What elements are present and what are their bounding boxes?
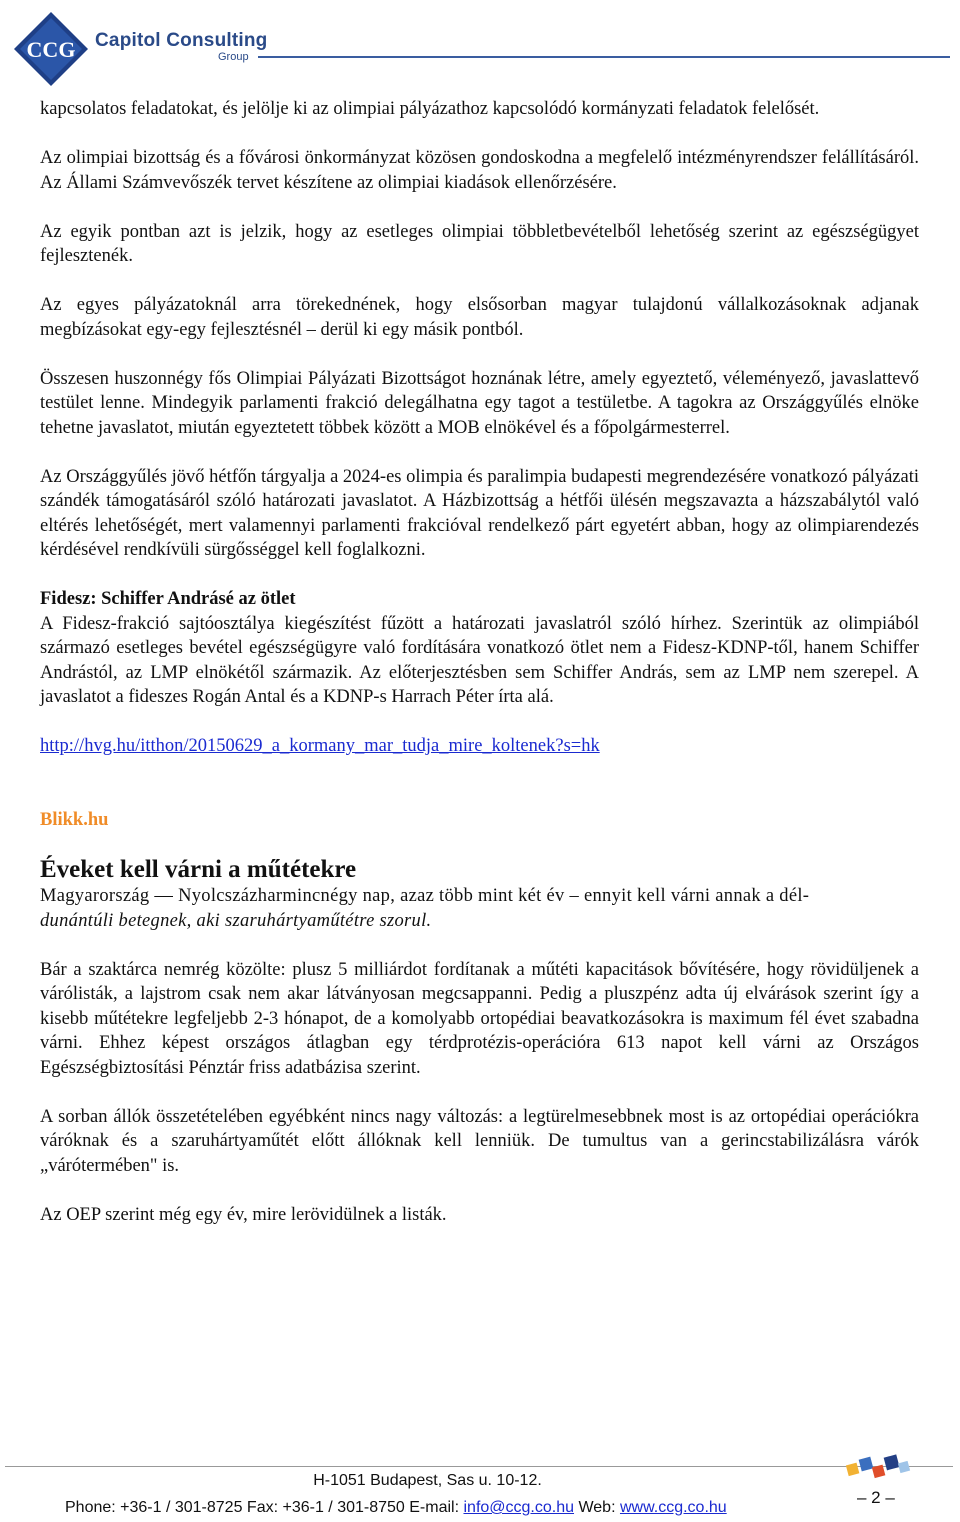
paragraph: A sorban állók összetételében egyébként nincs nagy változás: a legtürelmesebbnek most is az ortopédiai operációkra váróknak és a szaruhártyaműtét előtt állóknak kell lenniük. De tumultus van a gerincstabilizálásra várók „várótermében" is. <box>40 1106 919 1176</box>
web-label: Web: <box>574 1499 620 1516</box>
ccg-logo-icon <box>12 10 90 88</box>
article-lead <box>40 884 919 933</box>
paragraph: Az egyik pontban azt is jelzik, hogy az esetleges olimpiai többletbevételből lehetőség szerint az egészségügyet fejlesztenék. <box>40 221 919 266</box>
page-number: – 2 – <box>857 1488 895 1507</box>
section-subheading: Fidesz: Schiffer Andrásé az ötlet <box>40 589 296 609</box>
paragraph: Az Országgyűlés jövő hétfőn tárgyalja a 2024-es olimpia és paralimpia budapesti megrendezésére vonatkozó pályázati szándék támogatásáról szóló határozati javaslatot. A Házbizottság a hétfői ülésén megszavazta a házszabálytól való eltérés lehetőségét, mert valamennyi parlamenti frakcióval rendelkező párt egyetért abban, hogy az olimpiarendezés kérdésével rendkívüli sürgősséggel kell foglalkozni. <box>40 466 919 560</box>
lead-text: Magyarország — Nyolcszázharmincnégy nap, azaz több mint két év – ennyit kell várni annak a dél- <box>40 886 810 906</box>
document-body <box>40 97 919 1252</box>
logo-subtitle: Group <box>218 51 249 63</box>
footer-divider <box>5 1466 953 1467</box>
lead-italic-text: dunántúli betegnek, aki szaruhártyaműtétre szorul. <box>40 910 432 931</box>
contact-text: Phone: +36-1 / 301-8725 Fax: +36-1 / 301-8750 E-mail: <box>65 1499 464 1516</box>
web-link[interactable]: www.ccg.co.hu <box>619 1499 727 1516</box>
logo-name: Capitol Consulting <box>95 30 268 51</box>
paragraph: A Fidesz-frakció sajtóosztálya kiegészítést fűzött a határozati javaslatról szóló hírhez. Szerintük az olimpiából származó esetleges bevétel egészségügyre való fordítására vonatkozó ötlet nem a Fidesz-KDNP-től, hanem Schiffer Andrástól, az LMP elnökétől származik. Az előterjesztésben sem Schiffer András, sem az LMP nem szerepel. A javaslatot a fideszes Rogán Antal és a KDNP-s Harrach Péter írta alá. <box>40 613 919 707</box>
article-title: Éveket kell várni a műtétekre <box>40 856 357 883</box>
logo-mark-text: CCG <box>26 37 76 62</box>
footer-address: H-1051 Budapest, Sas u. 10-12. <box>313 1472 542 1489</box>
article-link[interactable]: http://hvg.hu/itthon/20150629_a_kormany_mar_tudja_mire_koltenek?s=hk <box>40 736 600 756</box>
page-header <box>0 0 960 95</box>
paragraph: Az olimpiai bizottság és a fővárosi önkormányzat közösen gondoskodna a megfelelő intézményrendszer felállításáról. Az Állami Számvevőszék tervet készítene az olimpiai kiadások ellenőrzésére. <box>40 148 919 193</box>
header-divider <box>258 56 950 58</box>
source-label: Blikk.hu <box>40 809 109 830</box>
footer-contact <box>65 1499 727 1517</box>
paragraph: Az egyes pályázatoknál arra törekednének, hogy elsősorban magyar tulajdonú vállalkozásoknak adjanak megbízásokat egy-egy fejlesztésnél – derül ki egy másik pontból. <box>40 295 919 340</box>
email-link[interactable]: info@ccg.co.hu <box>463 1499 575 1516</box>
paragraph: Az OEP szerint még egy év, mire lerövidülnek a listák. <box>40 1204 447 1225</box>
paragraph: Bár a szaktárca nemrég közölte: plusz 5 milliárdot fordítanak a műtéti kapacitások bővítésére, hogy rövidüljenek a várólisták, a lajstrom csak nem akar látványosan megcsappanni. Pedig a pluszpénz adta új elvárások szerint így a kisebb műtétekre legfeljebb 2-3 hónapot, de a komolyabb ortopédiai beavatkozásokra is maximum fél évet szabadna várni. Ehhez képest országos átlagban egy térdprotézis-operációra 613 napot kell várni az Országos Egészségbiztosítási Pénztár friss adatbázisa szerint. <box>40 959 919 1078</box>
decorative-squares-icon <box>845 1452 915 1482</box>
paragraph: Összesen huszonnégy fős Olimpiai Pályázati Bizottságot hoznának létre, amely egyeztető, véleményező, javaslattevő testület lenne. Mindegyik parlamenti frakció delegálhatna egy tagot a testületbe. A tagokra az Országgyűlés elnöke tehetne javaslatot, miután egyeztetett többek között a MOB elnökével és a főpolgármesterrel. <box>40 368 919 438</box>
paragraph: kapcsolatos feladatokat, és jelölje ki az olimpiai pályázathoz kapcsolódó kormányzati feladatok felelősét. <box>40 99 820 119</box>
